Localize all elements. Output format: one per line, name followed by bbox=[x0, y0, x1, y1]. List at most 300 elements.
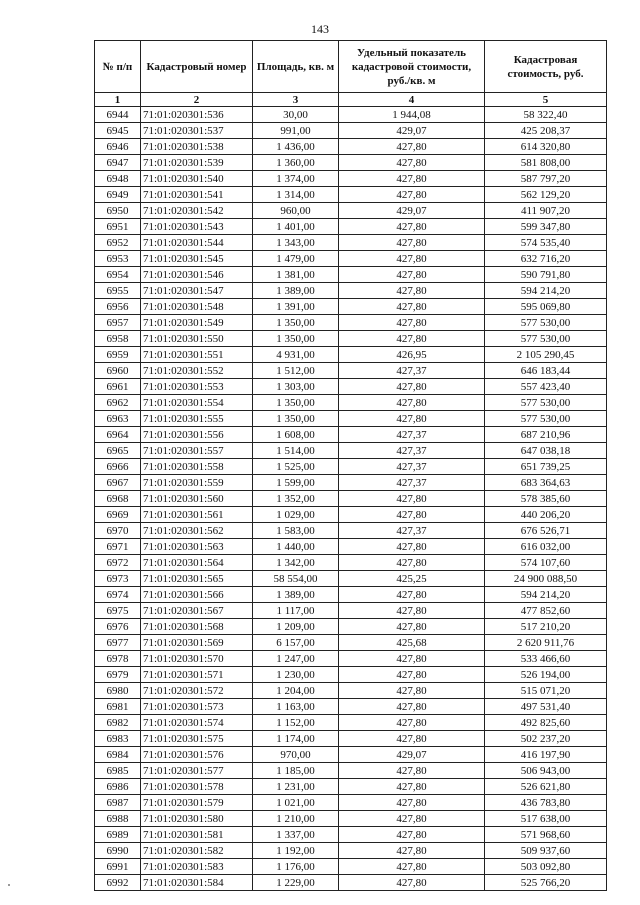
cell-cadastral-number: 71:01:020301:551 bbox=[141, 347, 253, 363]
cell-specific-value: 425,25 bbox=[339, 571, 485, 587]
cell-area: 1 381,00 bbox=[253, 267, 339, 283]
cell-row-number: 6985 bbox=[95, 763, 141, 779]
cell-area: 1 374,00 bbox=[253, 171, 339, 187]
table-row bbox=[95, 411, 607, 427]
cell-specific-value: 427,80 bbox=[339, 299, 485, 315]
table-row bbox=[95, 779, 607, 795]
cell-specific-value: 427,80 bbox=[339, 379, 485, 395]
cell-row-number: 6978 bbox=[95, 651, 141, 667]
cell-cadastral-number: 71:01:020301:566 bbox=[141, 587, 253, 603]
cell-cadastral-number: 71:01:020301:557 bbox=[141, 443, 253, 459]
cell-specific-value: 427,80 bbox=[339, 763, 485, 779]
cell-cadastral-number: 71:01:020301:539 bbox=[141, 155, 253, 171]
cell-cadastral-value: 24 900 088,50 bbox=[485, 571, 607, 587]
table-row bbox=[95, 235, 607, 251]
cell-row-number: 6973 bbox=[95, 571, 141, 587]
cell-cadastral-number: 71:01:020301:546 bbox=[141, 267, 253, 283]
cell-specific-value: 427,80 bbox=[339, 395, 485, 411]
cell-row-number: 6980 bbox=[95, 683, 141, 699]
cell-specific-value: 427,80 bbox=[339, 411, 485, 427]
cell-specific-value: 429,07 bbox=[339, 203, 485, 219]
cell-specific-value: 427,80 bbox=[339, 251, 485, 267]
cell-row-number: 6952 bbox=[95, 235, 141, 251]
table-row bbox=[95, 539, 607, 555]
cell-row-number: 6957 bbox=[95, 315, 141, 331]
cell-area: 1 514,00 bbox=[253, 443, 339, 459]
cell-area: 970,00 bbox=[253, 747, 339, 763]
table-row bbox=[95, 715, 607, 731]
cell-specific-value: 427,80 bbox=[339, 875, 485, 891]
cell-row-number: 6950 bbox=[95, 203, 141, 219]
header-row-number: № п/п bbox=[95, 41, 141, 93]
cell-area: 1 029,00 bbox=[253, 507, 339, 523]
table-row bbox=[95, 187, 607, 203]
cell-area: 1 583,00 bbox=[253, 523, 339, 539]
cell-specific-value: 427,80 bbox=[339, 139, 485, 155]
cell-area: 1 174,00 bbox=[253, 731, 339, 747]
cell-row-number: 6982 bbox=[95, 715, 141, 731]
cell-specific-value: 427,80 bbox=[339, 491, 485, 507]
table-row bbox=[95, 363, 607, 379]
cell-cadastral-number: 71:01:020301:556 bbox=[141, 427, 253, 443]
header-specific-value: Удельный показатель кадастровой стоимости, руб./кв. м bbox=[339, 41, 485, 93]
cell-specific-value: 427,80 bbox=[339, 827, 485, 843]
column-index: 2 bbox=[141, 93, 253, 107]
cell-row-number: 6966 bbox=[95, 459, 141, 475]
cell-cadastral-value: 577 530,00 bbox=[485, 395, 607, 411]
cell-specific-value: 427,80 bbox=[339, 267, 485, 283]
cell-cadastral-value: 517 210,20 bbox=[485, 619, 607, 635]
cell-cadastral-number: 71:01:020301:562 bbox=[141, 523, 253, 539]
cell-specific-value: 427,80 bbox=[339, 811, 485, 827]
cell-cadastral-number: 71:01:020301:554 bbox=[141, 395, 253, 411]
cell-area: 1 204,00 bbox=[253, 683, 339, 699]
cell-area: 1 599,00 bbox=[253, 475, 339, 491]
table-row bbox=[95, 219, 607, 235]
cell-row-number: 6970 bbox=[95, 523, 141, 539]
cell-row-number: 6965 bbox=[95, 443, 141, 459]
cell-row-number: 6986 bbox=[95, 779, 141, 795]
table-row bbox=[95, 107, 607, 123]
cell-specific-value: 427,80 bbox=[339, 155, 485, 171]
cell-row-number: 6947 bbox=[95, 155, 141, 171]
page-number: 143 bbox=[311, 22, 329, 36]
cell-row-number: 6976 bbox=[95, 619, 141, 635]
table-row bbox=[95, 491, 607, 507]
table-row bbox=[95, 571, 607, 587]
cell-cadastral-value: 687 210,96 bbox=[485, 427, 607, 443]
cell-row-number: 6958 bbox=[95, 331, 141, 347]
cell-cadastral-value: 594 214,20 bbox=[485, 587, 607, 603]
cadastral-value-table bbox=[94, 40, 607, 891]
cell-cadastral-number: 71:01:020301:547 bbox=[141, 283, 253, 299]
cell-cadastral-number: 71:01:020301:582 bbox=[141, 843, 253, 859]
table-row bbox=[95, 331, 607, 347]
cell-row-number: 6962 bbox=[95, 395, 141, 411]
cell-specific-value: 427,80 bbox=[339, 603, 485, 619]
cell-row-number: 6988 bbox=[95, 811, 141, 827]
cell-specific-value: 426,95 bbox=[339, 347, 485, 363]
cell-cadastral-value: 506 943,00 bbox=[485, 763, 607, 779]
table-row bbox=[95, 315, 607, 331]
cell-area: 1 247,00 bbox=[253, 651, 339, 667]
table-row bbox=[95, 827, 607, 843]
table-row bbox=[95, 763, 607, 779]
column-index-row bbox=[95, 93, 607, 107]
cell-specific-value: 427,37 bbox=[339, 363, 485, 379]
table-body bbox=[95, 107, 607, 891]
cell-specific-value: 427,80 bbox=[339, 315, 485, 331]
cell-area: 30,00 bbox=[253, 107, 339, 123]
cell-cadastral-value: 411 907,20 bbox=[485, 203, 607, 219]
cell-row-number: 6972 bbox=[95, 555, 141, 571]
cell-row-number: 6974 bbox=[95, 587, 141, 603]
table-row bbox=[95, 283, 607, 299]
table-row bbox=[95, 811, 607, 827]
cell-cadastral-value: 647 038,18 bbox=[485, 443, 607, 459]
cell-area: 1 608,00 bbox=[253, 427, 339, 443]
cell-cadastral-number: 71:01:020301:550 bbox=[141, 331, 253, 347]
cell-row-number: 6951 bbox=[95, 219, 141, 235]
cell-cadastral-value: 595 069,80 bbox=[485, 299, 607, 315]
table-row bbox=[95, 203, 607, 219]
cell-cadastral-number: 71:01:020301:580 bbox=[141, 811, 253, 827]
cell-cadastral-number: 71:01:020301:578 bbox=[141, 779, 253, 795]
cell-area: 4 931,00 bbox=[253, 347, 339, 363]
cell-cadastral-number: 71:01:020301:561 bbox=[141, 507, 253, 523]
cell-cadastral-value: 676 526,71 bbox=[485, 523, 607, 539]
cell-cadastral-number: 71:01:020301:560 bbox=[141, 491, 253, 507]
table-row bbox=[95, 443, 607, 459]
cell-row-number: 6946 bbox=[95, 139, 141, 155]
cell-specific-value: 427,80 bbox=[339, 699, 485, 715]
cell-area: 1 350,00 bbox=[253, 411, 339, 427]
table-row bbox=[95, 667, 607, 683]
cell-cadastral-value: 526 194,00 bbox=[485, 667, 607, 683]
cell-area: 1 401,00 bbox=[253, 219, 339, 235]
cell-row-number: 6963 bbox=[95, 411, 141, 427]
cell-row-number: 6956 bbox=[95, 299, 141, 315]
cell-row-number: 6967 bbox=[95, 475, 141, 491]
table-row bbox=[95, 635, 607, 651]
cell-area: 1 525,00 bbox=[253, 459, 339, 475]
cell-row-number: 6990 bbox=[95, 843, 141, 859]
cell-cadastral-value: 632 716,20 bbox=[485, 251, 607, 267]
cell-area: 1 479,00 bbox=[253, 251, 339, 267]
cell-area: 1 209,00 bbox=[253, 619, 339, 635]
cell-area: 1 176,00 bbox=[253, 859, 339, 875]
table-row bbox=[95, 155, 607, 171]
cell-cadastral-number: 71:01:020301:570 bbox=[141, 651, 253, 667]
table-row bbox=[95, 699, 607, 715]
cell-cadastral-number: 71:01:020301:541 bbox=[141, 187, 253, 203]
cell-cadastral-value: 599 347,80 bbox=[485, 219, 607, 235]
cell-cadastral-value: 492 825,60 bbox=[485, 715, 607, 731]
cell-cadastral-number: 71:01:020301:573 bbox=[141, 699, 253, 715]
cell-cadastral-number: 71:01:020301:564 bbox=[141, 555, 253, 571]
cell-area: 1 389,00 bbox=[253, 283, 339, 299]
cell-row-number: 6984 bbox=[95, 747, 141, 763]
cell-cadastral-value: 416 197,90 bbox=[485, 747, 607, 763]
cell-cadastral-number: 71:01:020301:545 bbox=[141, 251, 253, 267]
cell-area: 1 314,00 bbox=[253, 187, 339, 203]
cell-area: 1 210,00 bbox=[253, 811, 339, 827]
cell-row-number: 6977 bbox=[95, 635, 141, 651]
cell-cadastral-number: 71:01:020301:572 bbox=[141, 683, 253, 699]
cell-cadastral-number: 71:01:020301:544 bbox=[141, 235, 253, 251]
cell-area: 1 117,00 bbox=[253, 603, 339, 619]
cell-row-number: 6975 bbox=[95, 603, 141, 619]
cell-cadastral-value: 571 968,60 bbox=[485, 827, 607, 843]
table-row bbox=[95, 299, 607, 315]
header-cadastral-number: Кадастровый номер bbox=[141, 41, 253, 93]
cell-area: 6 157,00 bbox=[253, 635, 339, 651]
cell-cadastral-value: 581 808,00 bbox=[485, 155, 607, 171]
table-row bbox=[95, 507, 607, 523]
cell-cadastral-number: 71:01:020301:575 bbox=[141, 731, 253, 747]
cell-area: 1 021,00 bbox=[253, 795, 339, 811]
cell-area: 1 352,00 bbox=[253, 491, 339, 507]
cell-cadastral-number: 71:01:020301:552 bbox=[141, 363, 253, 379]
table-row bbox=[95, 795, 607, 811]
cell-cadastral-value: 477 852,60 bbox=[485, 603, 607, 619]
cell-specific-value: 427,37 bbox=[339, 427, 485, 443]
cell-row-number: 6983 bbox=[95, 731, 141, 747]
cell-specific-value: 427,37 bbox=[339, 443, 485, 459]
cell-row-number: 6969 bbox=[95, 507, 141, 523]
table-row bbox=[95, 859, 607, 875]
cell-specific-value: 427,80 bbox=[339, 171, 485, 187]
cell-row-number: 6989 bbox=[95, 827, 141, 843]
cell-cadastral-number: 71:01:020301:571 bbox=[141, 667, 253, 683]
cell-specific-value: 427,80 bbox=[339, 795, 485, 811]
cell-cadastral-number: 71:01:020301:536 bbox=[141, 107, 253, 123]
cell-cadastral-number: 71:01:020301:577 bbox=[141, 763, 253, 779]
table-row bbox=[95, 683, 607, 699]
cell-area: 1 343,00 bbox=[253, 235, 339, 251]
column-index: 4 bbox=[339, 93, 485, 107]
cell-cadastral-number: 71:01:020301:555 bbox=[141, 411, 253, 427]
column-index: 3 bbox=[253, 93, 339, 107]
cell-area: 1 152,00 bbox=[253, 715, 339, 731]
table-row bbox=[95, 475, 607, 491]
cell-cadastral-number: 71:01:020301:568 bbox=[141, 619, 253, 635]
cell-specific-value: 427,80 bbox=[339, 331, 485, 347]
table-row bbox=[95, 123, 607, 139]
cell-row-number: 6971 bbox=[95, 539, 141, 555]
table-row bbox=[95, 379, 607, 395]
cell-cadastral-number: 71:01:020301:540 bbox=[141, 171, 253, 187]
cell-cadastral-value: 683 364,63 bbox=[485, 475, 607, 491]
cell-specific-value: 427,37 bbox=[339, 523, 485, 539]
cell-row-number: 6991 bbox=[95, 859, 141, 875]
cell-cadastral-value: 497 531,40 bbox=[485, 699, 607, 715]
cell-row-number: 6981 bbox=[95, 699, 141, 715]
cell-specific-value: 427,80 bbox=[339, 587, 485, 603]
table-row bbox=[95, 731, 607, 747]
cell-specific-value: 429,07 bbox=[339, 747, 485, 763]
cell-row-number: 6949 bbox=[95, 187, 141, 203]
cell-area: 1 389,00 bbox=[253, 587, 339, 603]
cell-row-number: 6944 bbox=[95, 107, 141, 123]
table-row bbox=[95, 267, 607, 283]
cell-area: 1 350,00 bbox=[253, 331, 339, 347]
cell-row-number: 6945 bbox=[95, 123, 141, 139]
table-row bbox=[95, 555, 607, 571]
cell-cadastral-value: 526 621,80 bbox=[485, 779, 607, 795]
cell-specific-value: 427,80 bbox=[339, 283, 485, 299]
cell-row-number: 6948 bbox=[95, 171, 141, 187]
table-row bbox=[95, 347, 607, 363]
cell-specific-value: 427,80 bbox=[339, 235, 485, 251]
cell-cadastral-value: 509 937,60 bbox=[485, 843, 607, 859]
cell-cadastral-number: 71:01:020301:565 bbox=[141, 571, 253, 587]
table-row bbox=[95, 139, 607, 155]
table-row bbox=[95, 747, 607, 763]
table-row bbox=[95, 171, 607, 187]
cell-cadastral-number: 71:01:020301:581 bbox=[141, 827, 253, 843]
cell-area: 1 185,00 bbox=[253, 763, 339, 779]
cell-area: 1 231,00 bbox=[253, 779, 339, 795]
cell-specific-value: 427,80 bbox=[339, 859, 485, 875]
cell-cadastral-value: 440 206,20 bbox=[485, 507, 607, 523]
cell-cadastral-number: 71:01:020301:579 bbox=[141, 795, 253, 811]
cell-specific-value: 427,80 bbox=[339, 507, 485, 523]
cell-row-number: 6979 bbox=[95, 667, 141, 683]
cell-cadastral-value: 646 183,44 bbox=[485, 363, 607, 379]
cell-area: 991,00 bbox=[253, 123, 339, 139]
cell-specific-value: 427,80 bbox=[339, 683, 485, 699]
cell-cadastral-value: 58 322,40 bbox=[485, 107, 607, 123]
cell-area: 58 554,00 bbox=[253, 571, 339, 587]
cell-cadastral-value: 587 797,20 bbox=[485, 171, 607, 187]
cell-area: 1 342,00 bbox=[253, 555, 339, 571]
cell-cadastral-value: 574 535,40 bbox=[485, 235, 607, 251]
column-index: 1 bbox=[95, 93, 141, 107]
cell-row-number: 6987 bbox=[95, 795, 141, 811]
cell-cadastral-value: 517 638,00 bbox=[485, 811, 607, 827]
cell-area: 1 512,00 bbox=[253, 363, 339, 379]
header-row bbox=[95, 41, 607, 93]
cell-cadastral-number: 71:01:020301:583 bbox=[141, 859, 253, 875]
cell-cadastral-number: 71:01:020301:559 bbox=[141, 475, 253, 491]
cell-specific-value: 427,37 bbox=[339, 475, 485, 491]
cell-specific-value: 427,80 bbox=[339, 619, 485, 635]
cell-specific-value: 427,80 bbox=[339, 555, 485, 571]
cell-row-number: 6953 bbox=[95, 251, 141, 267]
cell-specific-value: 427,80 bbox=[339, 731, 485, 747]
cell-specific-value: 1 944,08 bbox=[339, 107, 485, 123]
cell-cadastral-number: 71:01:020301:553 bbox=[141, 379, 253, 395]
cell-cadastral-number: 71:01:020301:538 bbox=[141, 139, 253, 155]
cell-area: 1 350,00 bbox=[253, 395, 339, 411]
column-index: 5 bbox=[485, 93, 607, 107]
header-area: Площадь, кв. м bbox=[253, 41, 339, 93]
cell-specific-value: 427,80 bbox=[339, 667, 485, 683]
cell-cadastral-value: 503 092,80 bbox=[485, 859, 607, 875]
cell-row-number: 6968 bbox=[95, 491, 141, 507]
cell-cadastral-value: 578 385,60 bbox=[485, 491, 607, 507]
cell-cadastral-value: 557 423,40 bbox=[485, 379, 607, 395]
cell-area: 1 163,00 bbox=[253, 699, 339, 715]
cell-cadastral-value: 577 530,00 bbox=[485, 411, 607, 427]
cell-specific-value: 425,68 bbox=[339, 635, 485, 651]
cell-cadastral-number: 71:01:020301:542 bbox=[141, 203, 253, 219]
cell-row-number: 6964 bbox=[95, 427, 141, 443]
cell-specific-value: 427,80 bbox=[339, 539, 485, 555]
cell-specific-value: 427,80 bbox=[339, 715, 485, 731]
cell-cadastral-value: 590 791,80 bbox=[485, 267, 607, 283]
cell-cadastral-value: 525 766,20 bbox=[485, 875, 607, 891]
cell-area: 1 436,00 bbox=[253, 139, 339, 155]
header-cadastral-value: Кадастровая стоимость, руб. bbox=[485, 41, 607, 93]
cell-area: 1 303,00 bbox=[253, 379, 339, 395]
cell-row-number: 6960 bbox=[95, 363, 141, 379]
cell-cadastral-value: 651 739,25 bbox=[485, 459, 607, 475]
table-row bbox=[95, 651, 607, 667]
table-row bbox=[95, 875, 607, 891]
cell-row-number: 6959 bbox=[95, 347, 141, 363]
cell-area: 1 440,00 bbox=[253, 539, 339, 555]
cell-area: 960,00 bbox=[253, 203, 339, 219]
cell-cadastral-value: 436 783,80 bbox=[485, 795, 607, 811]
cell-cadastral-number: 71:01:020301:584 bbox=[141, 875, 253, 891]
cell-area: 1 192,00 bbox=[253, 843, 339, 859]
cell-cadastral-number: 71:01:020301:543 bbox=[141, 219, 253, 235]
table-row bbox=[95, 251, 607, 267]
cell-specific-value: 427,80 bbox=[339, 779, 485, 795]
cell-area: 1 229,00 bbox=[253, 875, 339, 891]
cell-cadastral-value: 614 320,80 bbox=[485, 139, 607, 155]
cell-cadastral-number: 71:01:020301:548 bbox=[141, 299, 253, 315]
cell-cadastral-value: 425 208,37 bbox=[485, 123, 607, 139]
cell-cadastral-number: 71:01:020301:563 bbox=[141, 539, 253, 555]
cell-specific-value: 427,80 bbox=[339, 187, 485, 203]
cell-area: 1 391,00 bbox=[253, 299, 339, 315]
cell-specific-value: 427,80 bbox=[339, 651, 485, 667]
table-row bbox=[95, 843, 607, 859]
cell-specific-value: 427,80 bbox=[339, 843, 485, 859]
cell-cadastral-value: 2 105 290,45 bbox=[485, 347, 607, 363]
cell-specific-value: 429,07 bbox=[339, 123, 485, 139]
table-row bbox=[95, 395, 607, 411]
cell-cadastral-number: 71:01:020301:567 bbox=[141, 603, 253, 619]
cell-cadastral-number: 71:01:020301:558 bbox=[141, 459, 253, 475]
cell-cadastral-value: 515 071,20 bbox=[485, 683, 607, 699]
cell-area: 1 230,00 bbox=[253, 667, 339, 683]
cell-cadastral-value: 574 107,60 bbox=[485, 555, 607, 571]
cell-cadastral-value: 502 237,20 bbox=[485, 731, 607, 747]
cell-row-number: 6954 bbox=[95, 267, 141, 283]
cell-cadastral-value: 533 466,60 bbox=[485, 651, 607, 667]
table-row bbox=[95, 523, 607, 539]
cell-specific-value: 427,80 bbox=[339, 219, 485, 235]
cell-cadastral-value: 2 620 911,76 bbox=[485, 635, 607, 651]
scan-speck bbox=[8, 884, 10, 886]
cell-cadastral-value: 577 530,00 bbox=[485, 331, 607, 347]
cell-row-number: 6961 bbox=[95, 379, 141, 395]
cell-cadastral-number: 71:01:020301:569 bbox=[141, 635, 253, 651]
cell-cadastral-number: 71:01:020301:537 bbox=[141, 123, 253, 139]
cell-cadastral-number: 71:01:020301:574 bbox=[141, 715, 253, 731]
cell-row-number: 6992 bbox=[95, 875, 141, 891]
table-row bbox=[95, 459, 607, 475]
table-header bbox=[95, 41, 607, 107]
cell-specific-value: 427,37 bbox=[339, 459, 485, 475]
cell-cadastral-number: 71:01:020301:549 bbox=[141, 315, 253, 331]
cell-area: 1 337,00 bbox=[253, 827, 339, 843]
table-row bbox=[95, 619, 607, 635]
